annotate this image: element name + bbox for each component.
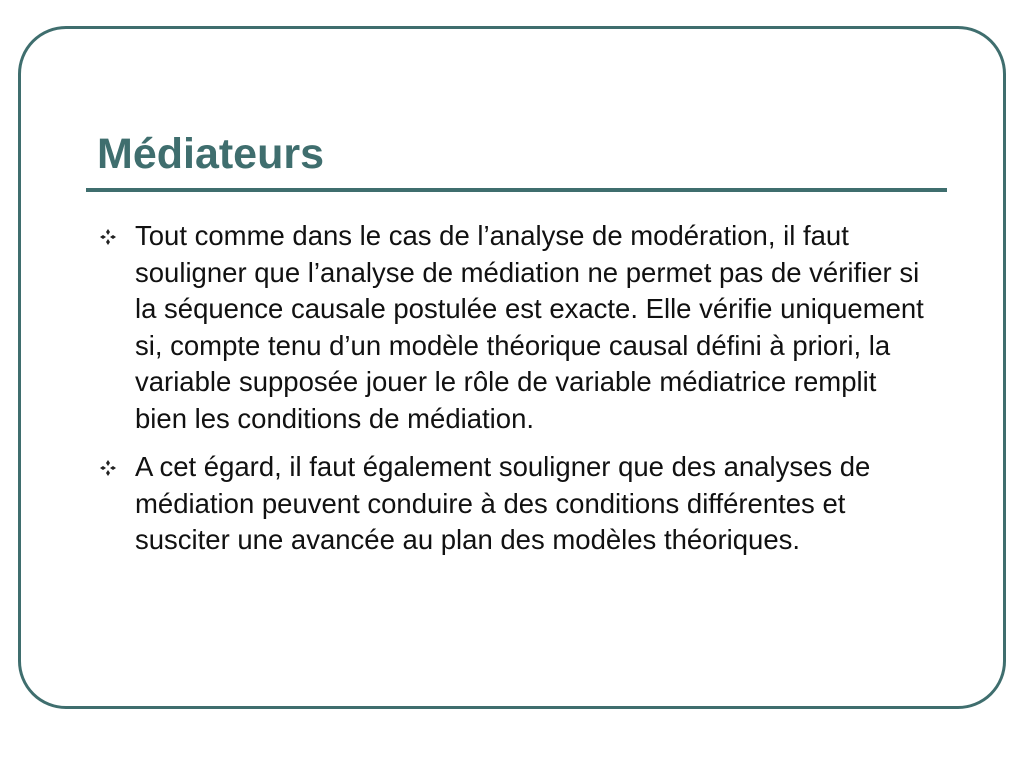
diamond-cluster-icon xyxy=(98,227,118,247)
diamond-cluster-icon xyxy=(98,458,118,478)
bullet-text: Tout comme dans le cas de l’analyse de modération, il faut souligner que l’analyse de médiation ne permet pas de vérifier si la séquence causale postulée est exacte. Elle vérifie uniquement si, compte tenu d’un modèle théorique causal défini à priori, la variable supposée jouer le rôle de variable médiatrice remplit bien les conditions de médiation. xyxy=(135,220,924,434)
bullet-list xyxy=(98,218,928,571)
bullet-item xyxy=(98,449,928,559)
bullet-item xyxy=(98,218,928,437)
bullet-text: A cet égard, il faut également souligner que des analyses de médiation peuvent conduire à des conditions différentes et susciter une avancée au plan des modèles théoriques. xyxy=(135,451,871,555)
title-underline xyxy=(86,188,947,192)
slide-title: Médiateurs xyxy=(97,130,325,178)
